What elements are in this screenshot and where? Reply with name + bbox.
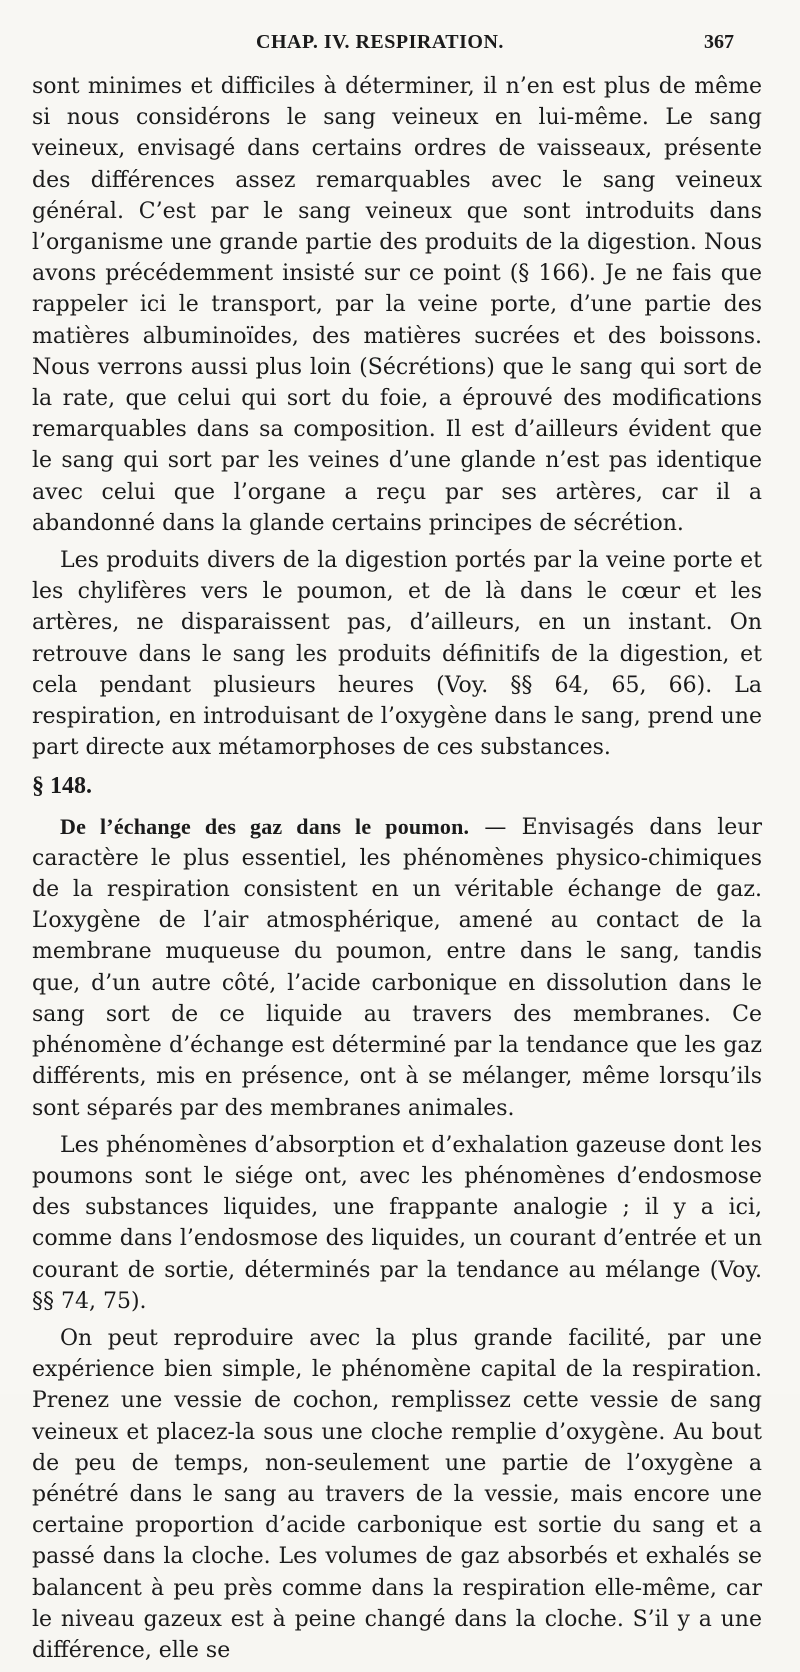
paragraph-gas-exchange-text: — Envisagés dans leur caractère le plus essentiel, les phénomènes physico-chimiques de la respiration consistent en un véritable échange de gaz. L’oxygène de l’air atmosphérique, amené au contact de la membrane muqueuse du poumon, entre dans le sang, tandis que, d’un autre côté, l’acide carbonique en dissolution dans le sang sort de ce liquide au travers des membranes. Ce phénomène d’échange est déterminé par la tendance que les gaz différents, mis en présence, ont à se mélanger, même lorsqu’ils sont séparés par des membranes animales. [32,814,762,1121]
paragraph-gas-exchange [32,811,762,1124]
running-title: CHAP. IV. RESPIRATION. [256,31,504,53]
section-heading: § 148. [32,773,92,800]
paragraph-continued: sont minimes et difficiles à déterminer, il n’en est plus de même si nous considérons le sang veineux en lui-même. Le sang veineux, envisagé dans certains ordres de vaisseaux, présente des différences assez remarquables avec le sang veineux général. C’est par le sang veineux que sont introduits dans l’organisme une grande partie des produits de la digestion. Nous avons précédemment insisté sur ce point (§ 166). Je ne fais que rappeler ici le transport, par la veine porte, d’une partie des matières albuminoïdes, des matières sucrées et des boissons. Nous verrons aussi plus loin (Sécrétions) que le sang qui sort de la rate, que celui qui sort du foie, a éprouvé des modifications remarquables dans sa composition. Il est d’ailleurs évident que le sang qui sort par les veines d’une glande n’est pas identique avec celui que l’organe a reçu par ses artères, car il a abandonné dans la glande certains principes de sécrétion. [32,74,762,536]
page-number: 367 [704,31,734,53]
subsection-title: De l’échange des gaz dans le poumon. [60,813,470,839]
paragraph-endosmosis-analogy: Les phénomènes d’absorption et d’exhalation gazeuse dont les poumons sont le siége ont, avec les phénomènes d’endosmose des substances liquides, une frappante analogie ; il y a ici, comme dans l’endosmose des liquides, un courant d’entrée et un courant de sortie, déterminés par la tendance au mélange (Voy. §§ 74, 75). [32,1132,762,1314]
paragraph-digestion-products: Les produits divers de la digestion portés par la veine porte et les chylifères vers le poumon, et de là dans le cœur et les artères, ne disparaissent pas, d’ailleurs, en un instant. On retrouve dans le sang les produits définitifs de la digestion, et cela pendant plusieurs heures (Voy. §§ 64, 65, 66). La respiration, en introduisant de l’oxygène dans le sang, prend une part directe aux métamorphoses de ces substances. [32,548,762,761]
body-text [32,71,762,1672]
paragraph-experiment: On peut reproduire avec la plus grande facilité, par une expérience bien simple, le phénomène capital de la respiration. Prenez une vessie de cochon, remplissez cette vessie de sang veineux et placez-la sous une cloche remplie d’oxygène. Au bout de peu de temps, non-seulement une partie de l’oxygène a pénétré dans le sang au travers de la vessie, mais encore une certaine proportion d’acide carbonique est sortie du sang et a passé dans la cloche. Les volumes de gaz absorbés et exhalés se balancent à peu près comme dans la respiration elle-même, car le niveau gazeux est à peine changé dans la cloche. S’il y a une différence, elle se [32,1325,762,1663]
running-head [0,31,800,61]
